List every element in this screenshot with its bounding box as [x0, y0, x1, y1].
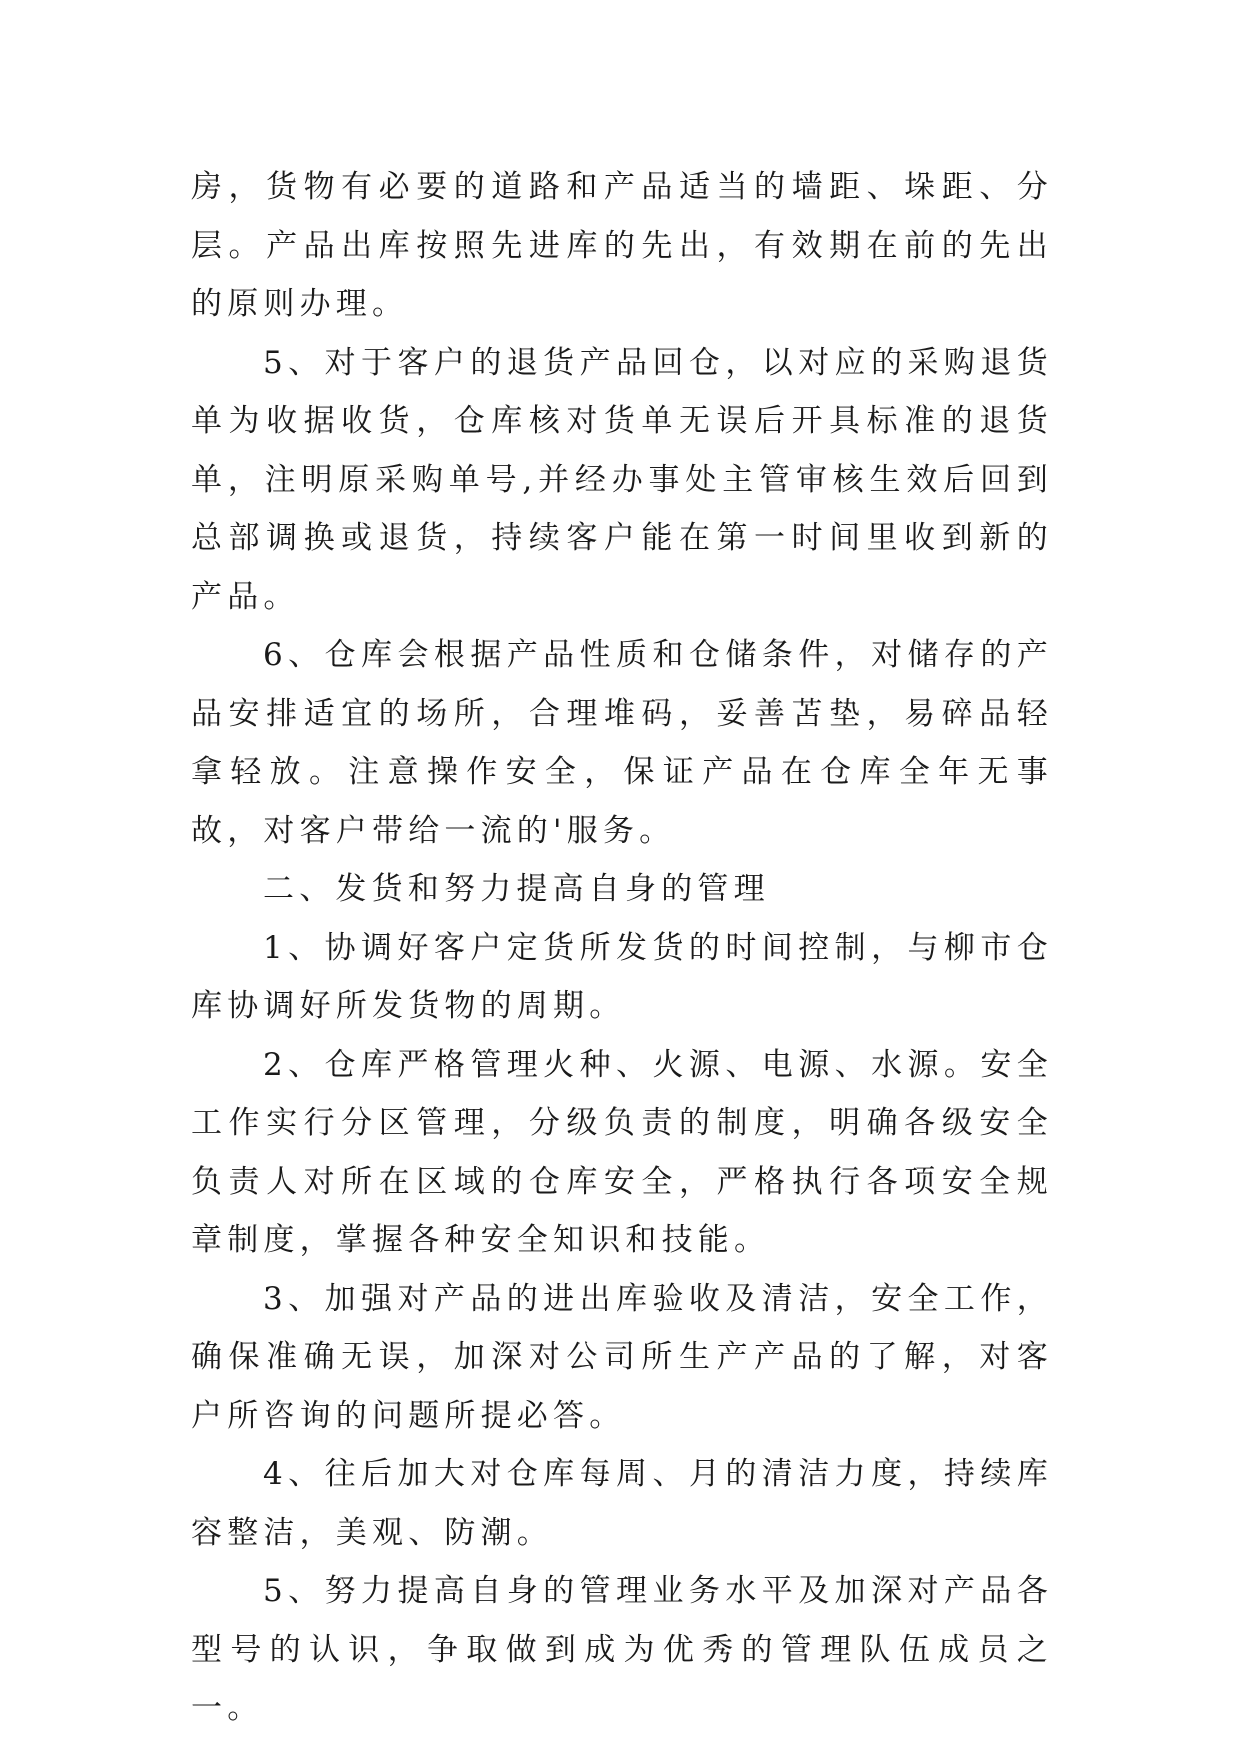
paragraph-item-1: 1、协调好客户定货所发货的时间控制，与柳市仓库协调好所发货物的周期。 [191, 929, 1053, 1024]
paragraph-item-5: 5、努力提高自身的管理业务水平及加深对产品各型号的认识，争取做到成为优秀的管理队伍成员之一。 [191, 1573, 1053, 1726]
section-heading: 二、发货和努力提高自身的管理 [263, 871, 770, 907]
paragraph-item-4: 4、往后加大对仓库每周、月的清洁力度，持续库容整洁，美观、防潮。 [191, 1456, 1053, 1551]
paragraph-item-2: 2、仓库严格管理火种、火源、电源、水源。安全工作实行分区管理，分级负责的制度，明确各级安全负责人对所在区域的仓库安全，严格执行各项安全规章制度，掌握各种安全知识和技能。 [191, 1046, 1053, 1258]
paragraph-continuation: 房，货物有必要的道路和产品适当的墙距、垛距、分层。产品出库按照先进库的先出，有效期在前的先出的原则办理。 [191, 169, 1053, 322]
document-body [191, 158, 1053, 1738]
paragraph-item-3: 3、加强对产品的进出库验收及清洁，安全工作，确保准确无误，加深对公司所生产产品的了解，对客户所咨询的问题所提必答。 [191, 1280, 1053, 1434]
paragraph-returns: 5、对于客户的退货产品回仓，以对应的采购退货单为收据收货，仓库核对货单无误后开具标准的退货单，注明原采购单号,并经办事处主管审核生效后回到总部调换或退货，持续客户能在第一时间里收到新的产品。 [191, 344, 1053, 615]
paragraph-storage: 6、仓库会根据产品性质和仓储条件，对储存的产品安排适宜的场所，合理堆码，妥善苫垫，易碎品轻拿轻放。注意操作安全，保证产品在仓库全年无事故，对客户带给一流的'服务。 [191, 637, 1053, 849]
